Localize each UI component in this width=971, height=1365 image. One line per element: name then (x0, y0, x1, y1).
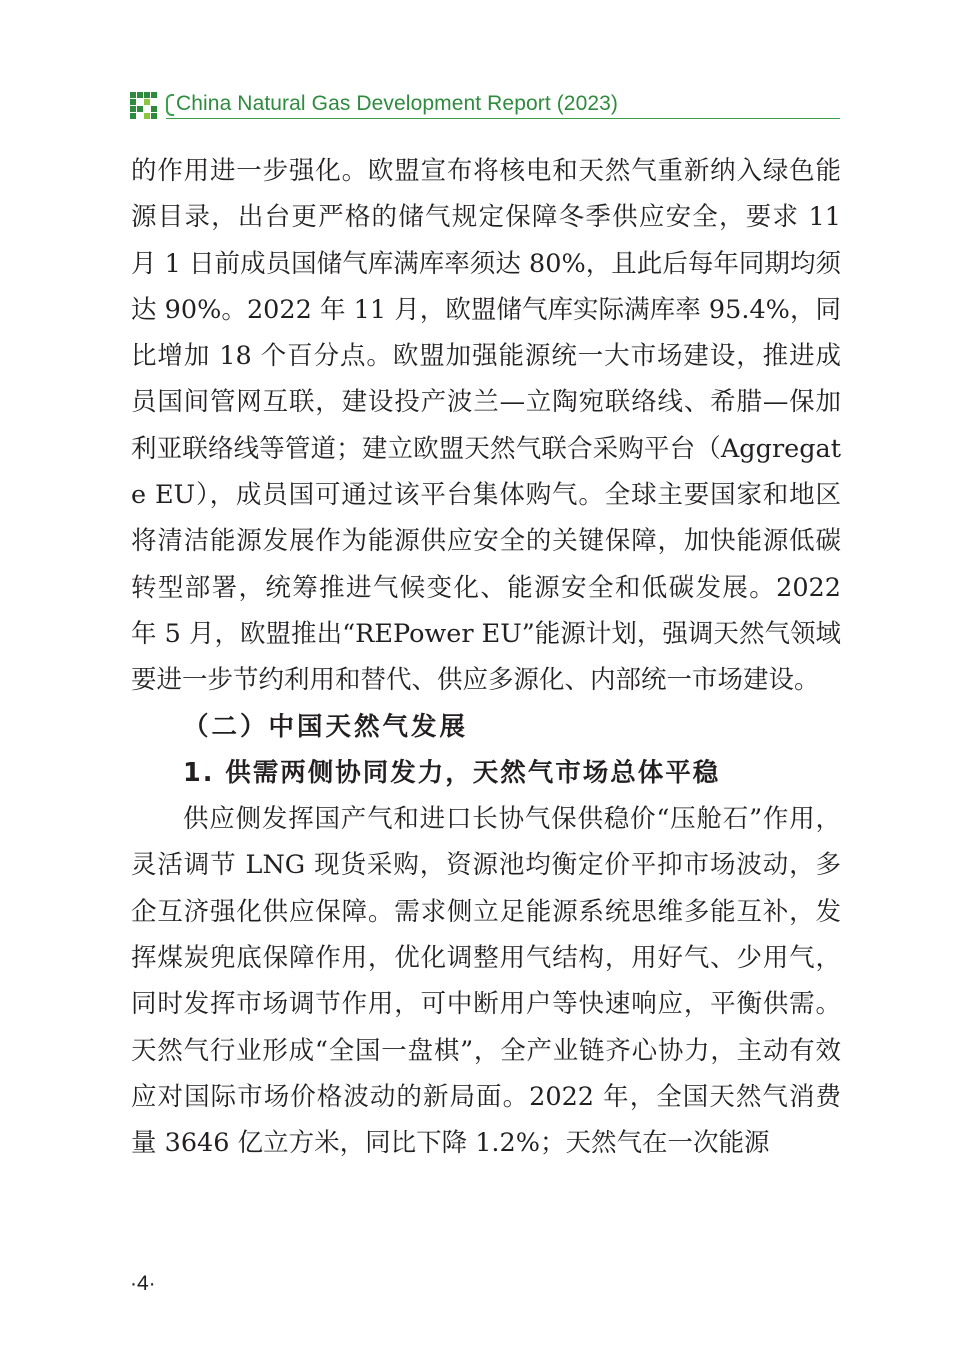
header-bracket-decoration (166, 94, 174, 116)
header-rule (166, 118, 840, 119)
page-body (131, 148, 841, 1167)
report-title: China Natural Gas Development Report (2023) (176, 92, 619, 115)
running-header (130, 88, 840, 120)
body-paragraph: 供应侧发挥国产气和进口长协气保供稳价“压舱石”作用，灵活调节 LNG 现货采购，资源池均衡定价平抑市场波动，多企互济强化供应保障。需求侧立足能源系统思维多能互补，发挥煤炭兜底保障作用，优化调整用气结构，用好气、少用气，同时发挥市场调节作用，可中断用户等快速响应，平衡供需。天然气行业形成“全国一盘棋”，全产业链齐心协力，主动有效应对国际市场价格波动的新局面。2022 年，全国天然气消费量 3646 亿立方米，同比下降 1.2%；天然气在一次能源 (131, 804, 841, 1159)
pixel-grid-logo-icon (130, 92, 158, 120)
page-number: ·4· (130, 1272, 156, 1295)
body-paragraph: 的作用进一步强化。欧盟宣布将核电和天然气重新纳入绿色能源目录，出台更严格的储气规定保障冬季供应安全，要求 11 月 1 日前成员国储气库满库率须达 80%，且此后每年同期均须达 90%。2022 年 11 月，欧盟储气库实际满库率 95.4%，同比增加 18 个百分点。欧盟加强能源统一大市场建设，推进成员国间管网互联，建设投产波兰—立陶宛联络线、希腊—保加利亚联络线等管道；建立欧盟天然气联合采购平台（Aggregate EU），成员国可通过该平台集体购气。全球主要国家和地区将清洁能源发展作为能源供应安全的关键保障，加快能源低碳转型部署，统筹推进气候变化、能源安全和低碳发展。2022 年 5 月，欧盟推出“REPower EU”能源计划，强调天然气领域要进一步节约利用和替代、供应多源化、内部统一市场建设。 (131, 156, 841, 696)
subsection-heading: 1. 供需两侧协同发力，天然气市场总体平稳 (183, 757, 721, 788)
section-heading: （二）中国天然气发展 (183, 711, 469, 742)
